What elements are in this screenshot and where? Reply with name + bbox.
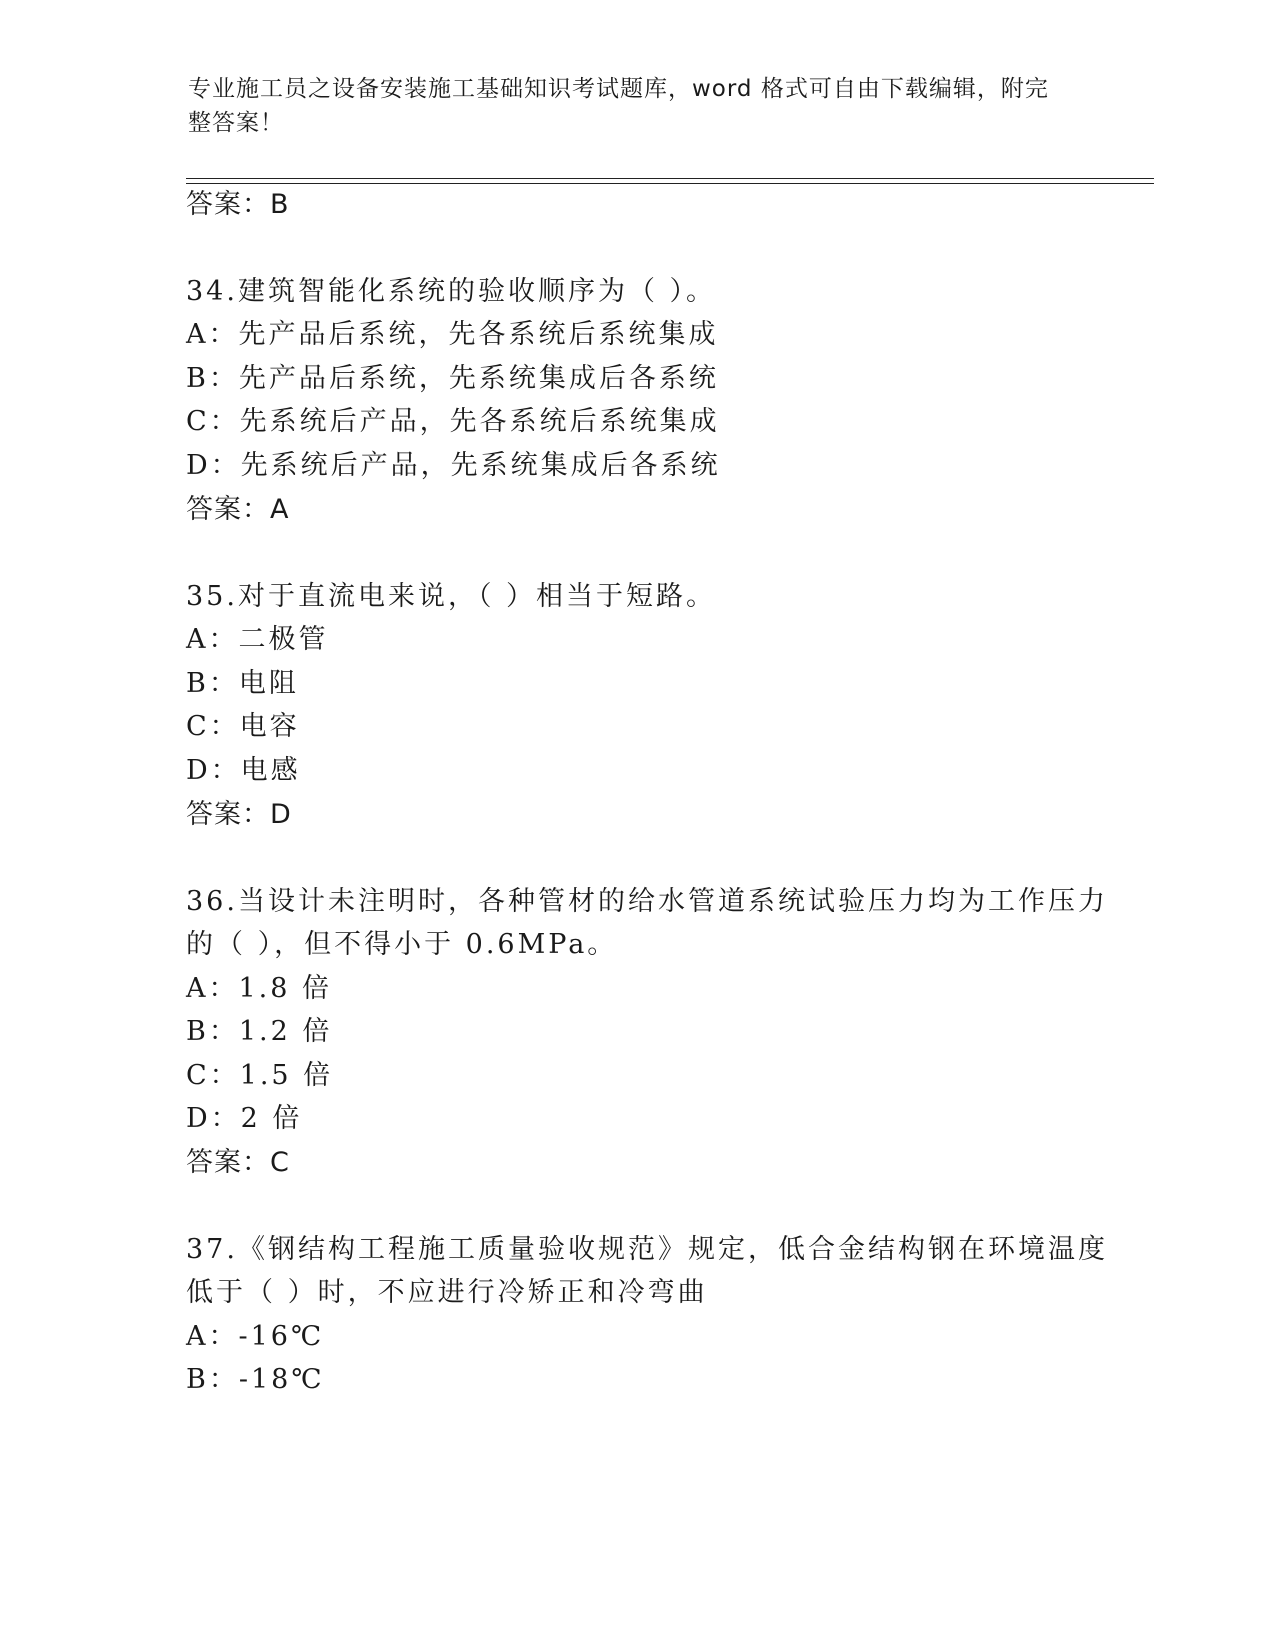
question-stem: 35.对于直流电来说，（ ）相当于短路。: [186, 581, 717, 612]
option-a: A：1.8 倍: [186, 973, 333, 1004]
answer-line: 答案：B: [186, 189, 290, 220]
option-c: C：1.5 倍: [186, 1060, 334, 1091]
option-c: C：电容: [186, 711, 300, 742]
question-stem-continued: 低于（ ）时，不应进行冷矫正和冷弯曲: [186, 1277, 708, 1308]
option-a: A：-16℃: [186, 1321, 325, 1352]
answer-line: 答案：A: [186, 494, 290, 525]
document-header: 专业施工员之设备安装施工基础知识考试题库，word 格式可自由下载编辑，附完整答案！: [188, 76, 1049, 136]
header-rule-bottom: [186, 183, 1154, 184]
option-b: B：-18℃: [186, 1364, 325, 1395]
header-rule-top: [186, 178, 1154, 179]
question-stem: 37.《钢结构工程施工质量验收规范》规定，低合金结构钢在环境温度: [186, 1234, 1108, 1265]
option-b: B：1.2 倍: [186, 1016, 333, 1047]
answer-line: 答案：D: [186, 799, 292, 830]
option-a: A：先产品后系统，先各系统后系统集成: [186, 319, 719, 350]
question-stem: 34.建筑智能化系统的验收顺序为（ ）。: [186, 276, 717, 307]
option-a: A：二极管: [186, 624, 329, 655]
question-stem-continued: 的（ ），但不得小于 0.6MPa。: [186, 929, 618, 960]
option-d: D：2 倍: [186, 1103, 303, 1134]
option-b: B：电阻: [186, 668, 299, 699]
option-c: C：先系统后产品，先各系统后系统集成: [186, 406, 720, 437]
option-d: D：先系统后产品，先系统集成后各系统: [186, 450, 721, 481]
option-d: D：电感: [186, 755, 301, 786]
option-b: B：先产品后系统，先系统集成后各系统: [186, 363, 719, 394]
answer-line: 答案：C: [186, 1147, 290, 1178]
question-stem: 36.当设计未注明时，各种管材的给水管道系统试验压力均为工作压力: [186, 886, 1108, 917]
